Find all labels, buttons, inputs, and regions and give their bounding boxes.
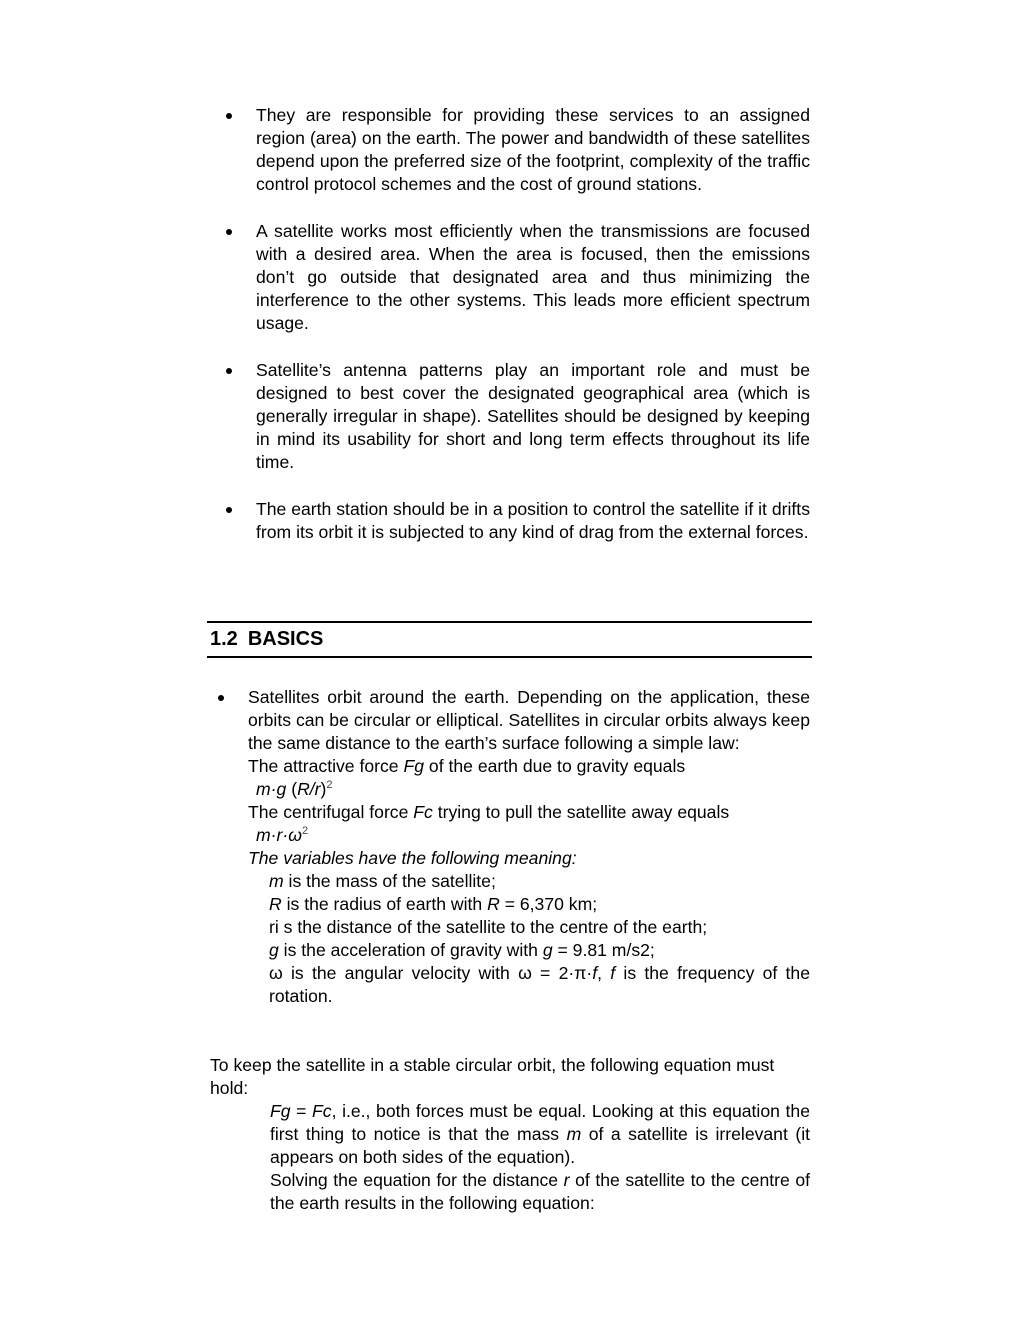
bullet-list (222, 104, 810, 568)
gravity-line: The attractive force Fg of the earth due to gravity equals (248, 756, 686, 776)
list-item (222, 220, 810, 335)
bullet-text: A satellite works most efficiently when the transmissions are focused with a desired area. When the area is focused, then the emissions don’t go outside that designated area and thus minimizing the interference to the other systems. This leads more efficient spectrum usage. (256, 221, 810, 333)
variables-list (248, 870, 810, 1008)
list-item (222, 498, 810, 544)
stable-orbit-detail (210, 1100, 810, 1215)
list-item (222, 359, 810, 474)
section-title: BASICS (247, 628, 324, 650)
bullet-text: The earth station should be in a position to control the satellite if it drifts from its orbit it is subjected to any kind of drag from the external forces. (256, 499, 810, 542)
list-item (222, 104, 810, 196)
stable-orbit-intro: To keep the satellite in a stable circular orbit, the following equation must hold: (210, 1055, 775, 1098)
var-R-line: R is the radius of earth with R = 6,370 km; (269, 894, 598, 914)
bullet-icon (226, 507, 232, 513)
list-item (214, 686, 810, 1008)
basics-section (214, 686, 810, 1008)
bullet-icon (226, 229, 232, 235)
var-g-line: g is the acceleration of gravity with g = 9.81 m/s2; (269, 940, 655, 960)
centrifugal-line: The centrifugal force Fc trying to pull the satellite away equals (248, 802, 730, 822)
bullet-icon (226, 113, 232, 119)
equation-paragraph: Fg = Fc, i.e., both forces must be equal. Looking at this equation the first thing to notice is that the mass m of a satellite is irrelevant (it appears on both sides of the equation). (270, 1101, 810, 1167)
section-number: 1.2 (210, 628, 238, 650)
basics-intro: Satellites orbit around the earth. Depending on the application, these orbits can be circular or elliptical. Satellites in circular orbits always keep the same distance to the earth’s surface following a simple law: (248, 687, 810, 753)
bullet-icon (226, 368, 232, 374)
var-fg: Fg (403, 756, 425, 776)
bullet-text: They are responsible for providing these services to an assigned region (area) on the earth. The power and bandwidth of these satellites depend upon the preferred size of the footprint, complexity of the traffic control protocol schemes and the cost of ground stations. (256, 105, 810, 194)
gravity-formula: m·g $(R/r)^2$ (256, 779, 333, 799)
bullet-text: Satellite’s antenna patterns play an important role and must be designed to best cover the designated geographical area (which is generally irregular in shape). Satellites should be designed by keeping in mind its usability for short and long term effects throughout its life time. (256, 360, 810, 472)
stable-orbit-section (210, 1054, 810, 1215)
var-r-line: ri s the distance of the satellite to the centre of the earth; (269, 917, 708, 937)
section-heading (207, 621, 812, 658)
solving-paragraph: Solving the equation for the distance r of the satellite to the centre of the earth results in the following equation: (270, 1170, 811, 1213)
var-m-line: m is the mass of the satellite; (269, 871, 496, 891)
bullet-icon (218, 695, 224, 701)
var-w-line: ω is the angular velocity with ω = 2·π·f, f is the frequency of the rotation. (269, 963, 811, 1006)
centrifugal-formula: $m\cdot r\cdot\omega^2$ (256, 825, 309, 845)
var-fc: Fc (413, 802, 433, 822)
variables-heading: The variables have the following meaning: (248, 848, 577, 868)
